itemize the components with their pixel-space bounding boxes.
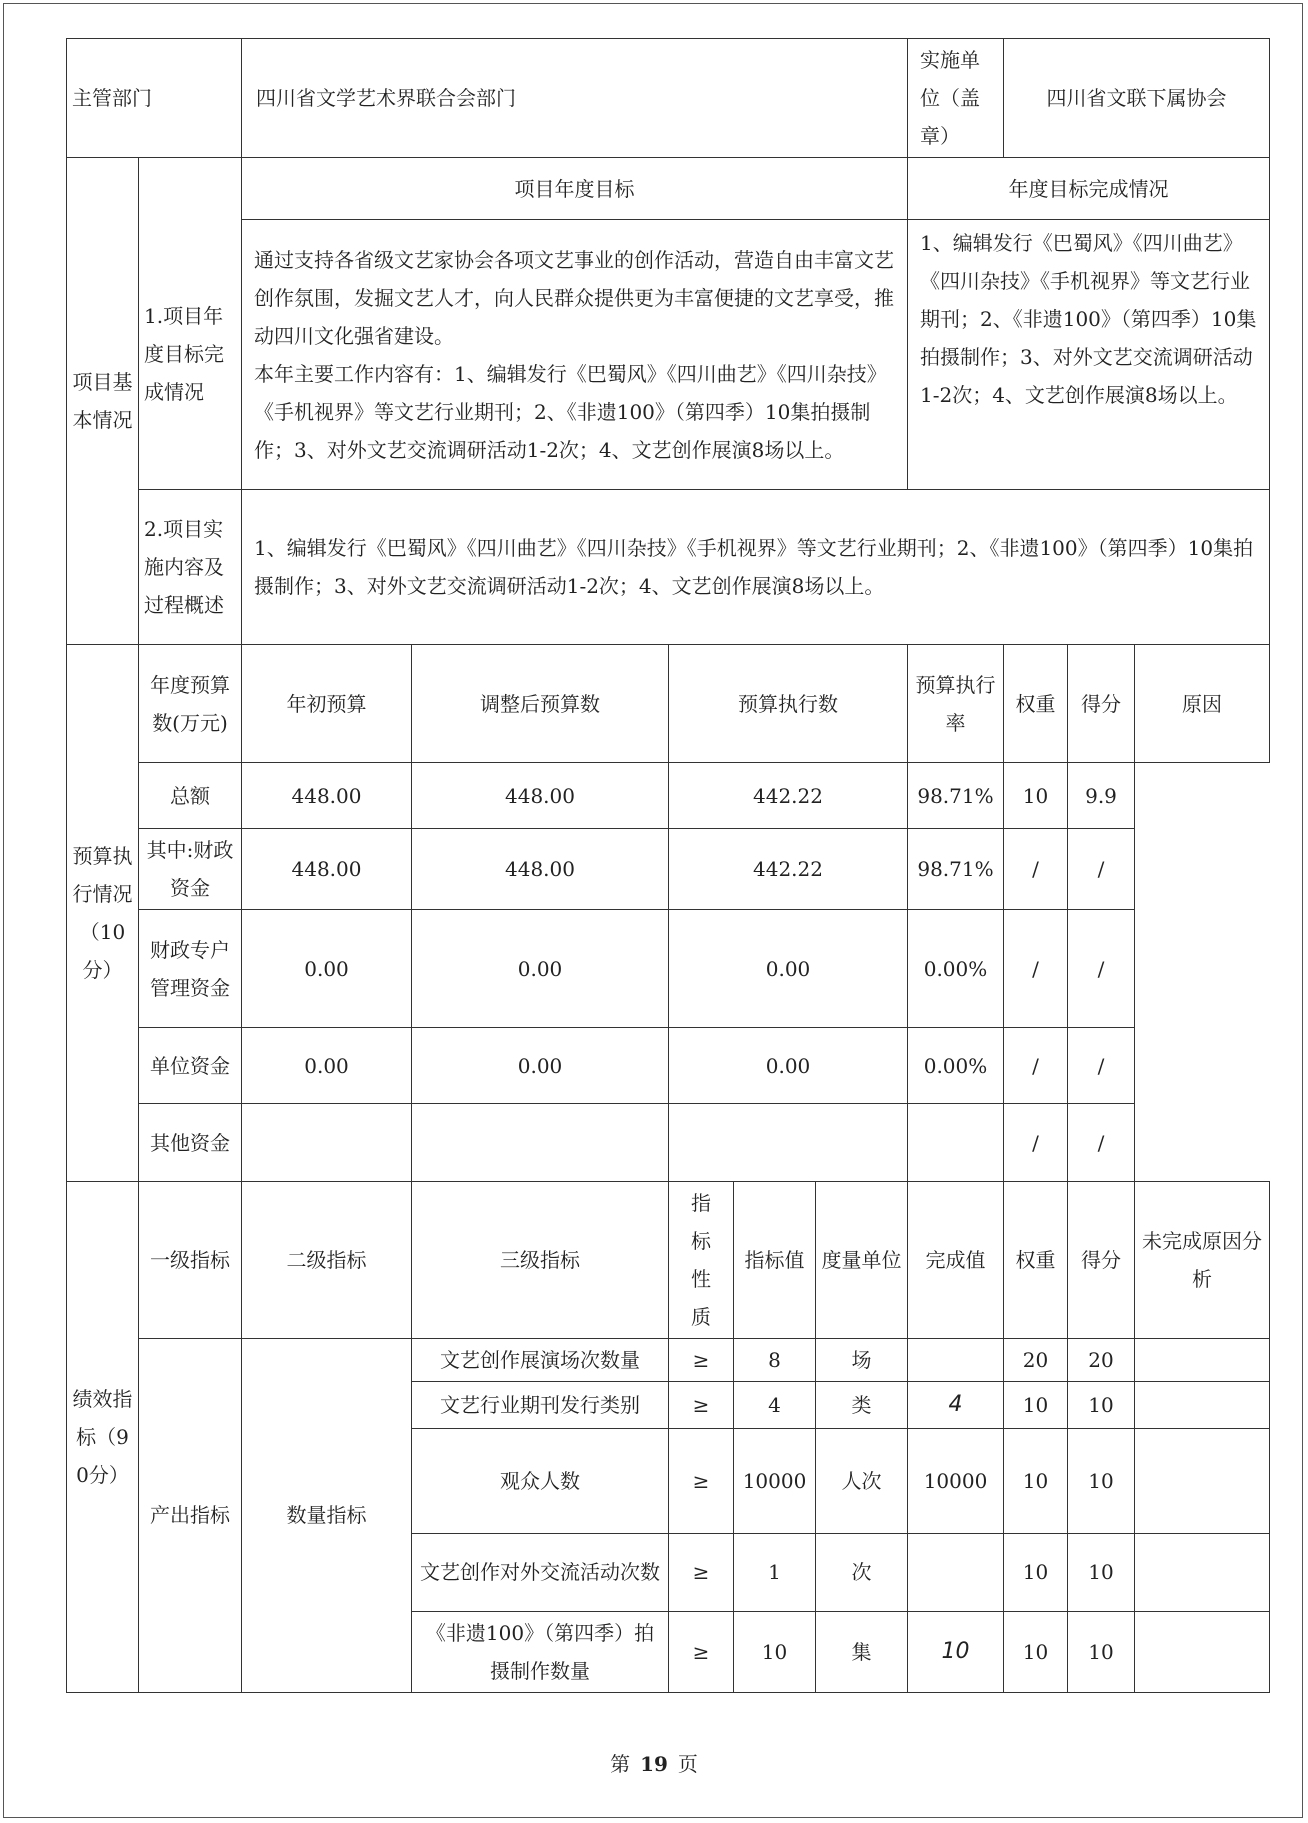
row1-goal-p2: 本年主要工作内容有：1、编辑发行《巴蜀风》《四川曲艺》《四川杂技》《手机视界》等文艺行业期刊；2、《非遗100》（第四季）10集拍摄制作；3、对外文艺交流调研活动1-2次；4、文艺创作展演8场以上。 bbox=[254, 361, 887, 462]
perf-nature: ≥ bbox=[669, 1533, 734, 1611]
budget-rate: 0.00% bbox=[908, 1028, 1004, 1104]
dept-value: 四川省文学艺术界联合会部门 bbox=[242, 39, 908, 158]
budget-header-3: 预算执行数 bbox=[669, 645, 908, 763]
budget-adjusted: 0.00 bbox=[412, 1028, 669, 1104]
perf-unit: 场 bbox=[816, 1339, 908, 1382]
budget-executed: 442.22 bbox=[669, 829, 908, 910]
perf-header-3: 指标性质 bbox=[669, 1182, 734, 1339]
perf-header-0: 一级指标 bbox=[139, 1182, 242, 1339]
budget-executed: 0.00 bbox=[669, 910, 908, 1028]
budget-score: / bbox=[1068, 829, 1135, 910]
perf-nature: ≥ bbox=[669, 1428, 734, 1533]
perf-completed: 4 bbox=[908, 1382, 1004, 1429]
perf-reason bbox=[1135, 1611, 1270, 1692]
basic-row1-label-top bbox=[139, 158, 242, 220]
perf-nature: ≥ bbox=[669, 1382, 734, 1429]
perf-name: 观众人数 bbox=[412, 1428, 669, 1533]
perf-value: 10000 bbox=[734, 1428, 816, 1533]
perf-header-7: 权重 bbox=[1004, 1182, 1068, 1339]
perf-value: 10 bbox=[734, 1611, 816, 1692]
perf-name: 文艺创作展演场次数量 bbox=[412, 1339, 669, 1382]
basic-row1 bbox=[67, 220, 1270, 490]
perf-score: 10 bbox=[1068, 1382, 1135, 1429]
perf-header-9: 未完成原因分析 bbox=[1135, 1182, 1270, 1339]
budget-row bbox=[67, 829, 1270, 910]
row2-label: 2.项目实施内容及过程概述 bbox=[139, 490, 242, 645]
budget-row bbox=[67, 1104, 1270, 1182]
perf-name: 文艺创作对外交流活动次数 bbox=[412, 1533, 669, 1611]
perf-weight: 10 bbox=[1004, 1533, 1068, 1611]
budget-rate: 98.71% bbox=[908, 763, 1004, 829]
budget-weight: / bbox=[1004, 1028, 1068, 1104]
budget-score: / bbox=[1068, 1104, 1135, 1182]
perf-completed: 10 bbox=[908, 1611, 1004, 1692]
completion-col-header: 年度目标完成情况 bbox=[908, 158, 1270, 220]
budget-row-label: 财政专户管理资金 bbox=[139, 910, 242, 1028]
perf-name: 《非遗100》（第四季）拍摄制作数量 bbox=[412, 1611, 669, 1692]
perf-completed bbox=[908, 1533, 1004, 1611]
budget-reason bbox=[1135, 763, 1270, 1182]
row2-content: 1、编辑发行《巴蜀风》《四川曲艺》《四川杂技》《手机视界》等文艺行业期刊；2、《非遗100》（第四季）10集拍摄制作；3、对外文艺交流调研活动1-2次；4、文艺创作展演8场以上。 bbox=[242, 490, 1270, 645]
perf-value: 8 bbox=[734, 1339, 816, 1382]
perf-value: 4 bbox=[734, 1382, 816, 1429]
budget-executed bbox=[669, 1104, 908, 1182]
budget-header-0: 年度预算数(万元) bbox=[139, 645, 242, 763]
perf-nature: ≥ bbox=[669, 1339, 734, 1382]
budget-weight: 10 bbox=[1004, 763, 1068, 829]
budget-header-5: 权重 bbox=[1004, 645, 1068, 763]
perf-reason bbox=[1135, 1428, 1270, 1533]
basic-row2 bbox=[67, 490, 1270, 645]
perf-value: 1 bbox=[734, 1533, 816, 1611]
budget-initial: 448.00 bbox=[242, 829, 412, 910]
perf-header-5: 度量单位 bbox=[816, 1182, 908, 1339]
budget-section-label: 预算执行情况（10分） bbox=[67, 645, 139, 1182]
goal-col-header: 项目年度目标 bbox=[242, 158, 908, 220]
perf-level2: 数量指标 bbox=[242, 1339, 412, 1693]
footer-prefix: 第 bbox=[610, 1752, 631, 1776]
row1-goal bbox=[242, 220, 908, 490]
perf-unit: 集 bbox=[816, 1611, 908, 1692]
budget-rate: 0.00% bbox=[908, 910, 1004, 1028]
perf-score: 10 bbox=[1068, 1428, 1135, 1533]
budget-weight: / bbox=[1004, 910, 1068, 1028]
budget-score: 9.9 bbox=[1068, 763, 1135, 829]
budget-header-6: 得分 bbox=[1068, 645, 1135, 763]
perf-unit: 人次 bbox=[816, 1428, 908, 1533]
unit-value: 四川省文联下属协会 bbox=[1004, 39, 1270, 158]
budget-row-label: 其他资金 bbox=[139, 1104, 242, 1182]
performance-report-table bbox=[66, 38, 1270, 1693]
row1-goal-p1: 通过支持各省级文艺家协会各项文艺事业的创作活动，营造自由丰富文艺创作氛围，发掘文艺人才，向人民群众提供更为丰富便捷的文艺享受，推动四川文化强省建设。 bbox=[254, 247, 894, 348]
perf-header-4: 指标值 bbox=[734, 1182, 816, 1339]
budget-row-label: 总额 bbox=[139, 763, 242, 829]
perf-weight: 10 bbox=[1004, 1382, 1068, 1429]
dept-label: 主管部门 bbox=[67, 39, 242, 158]
budget-initial: 448.00 bbox=[242, 763, 412, 829]
budget-header-7: 原因 bbox=[1135, 645, 1270, 763]
budget-score: / bbox=[1068, 1028, 1135, 1104]
budget-row-label: 其中:财政资金 bbox=[139, 829, 242, 910]
unit-label: 实施单位（盖章） bbox=[908, 39, 1004, 158]
budget-header-4: 预算执行率 bbox=[908, 645, 1004, 763]
page-footer bbox=[0, 1748, 1308, 1777]
perf-weight: 10 bbox=[1004, 1611, 1068, 1692]
perf-score: 10 bbox=[1068, 1533, 1135, 1611]
row1-label: 1.项目年度目标完成情况 bbox=[139, 220, 242, 490]
budget-header-1: 年初预算 bbox=[242, 645, 412, 763]
basic-header-row bbox=[67, 158, 1270, 220]
budget-adjusted bbox=[412, 1104, 669, 1182]
budget-weight: / bbox=[1004, 829, 1068, 910]
budget-adjusted: 448.00 bbox=[412, 829, 669, 910]
budget-weight: / bbox=[1004, 1104, 1068, 1182]
perf-unit: 次 bbox=[816, 1533, 908, 1611]
perf-header-1: 二级指标 bbox=[242, 1182, 412, 1339]
perf-reason bbox=[1135, 1382, 1270, 1429]
budget-executed: 0.00 bbox=[669, 1028, 908, 1104]
perf-section-label: 绩效指标（90分） bbox=[67, 1182, 139, 1693]
perf-header-6: 完成值 bbox=[908, 1182, 1004, 1339]
basic-section-label: 项目基本情况 bbox=[67, 158, 139, 645]
budget-row-label: 单位资金 bbox=[139, 1028, 242, 1104]
perf-header-2: 三级指标 bbox=[412, 1182, 669, 1339]
perf-weight: 10 bbox=[1004, 1428, 1068, 1533]
budget-header-2: 调整后预算数 bbox=[412, 645, 669, 763]
perf-level1: 产出指标 bbox=[139, 1339, 242, 1693]
budget-rate bbox=[908, 1104, 1004, 1182]
budget-executed: 442.22 bbox=[669, 763, 908, 829]
perf-reason bbox=[1135, 1339, 1270, 1382]
perf-unit: 类 bbox=[816, 1382, 908, 1429]
header-row bbox=[67, 39, 1270, 158]
perf-row bbox=[67, 1339, 1270, 1382]
perf-name: 文艺行业期刊发行类别 bbox=[412, 1382, 669, 1429]
budget-adjusted: 448.00 bbox=[412, 763, 669, 829]
budget-header-row bbox=[67, 645, 1270, 763]
perf-score: 10 bbox=[1068, 1611, 1135, 1692]
perf-nature: ≥ bbox=[669, 1611, 734, 1692]
budget-initial bbox=[242, 1104, 412, 1182]
budget-initial: 0.00 bbox=[242, 1028, 412, 1104]
budget-score: / bbox=[1068, 910, 1135, 1028]
perf-header-8: 得分 bbox=[1068, 1182, 1135, 1339]
budget-adjusted: 0.00 bbox=[412, 910, 669, 1028]
row1-completion: 1、编辑发行《巴蜀风》《四川曲艺》《四川杂技》《手机视界》等文艺行业期刊；2、《非遗100》（第四季）10集拍摄制作；3、对外文艺交流调研活动1-2次；4、文艺创作展演8场以上。 bbox=[908, 220, 1270, 490]
perf-completed bbox=[908, 1339, 1004, 1382]
budget-rate: 98.71% bbox=[908, 829, 1004, 910]
page-number: 19 bbox=[640, 1752, 668, 1776]
perf-reason bbox=[1135, 1533, 1270, 1611]
perf-header-row bbox=[67, 1182, 1270, 1339]
perf-completed: 10000 bbox=[908, 1428, 1004, 1533]
perf-weight: 20 bbox=[1004, 1339, 1068, 1382]
budget-row bbox=[67, 763, 1270, 829]
perf-score: 20 bbox=[1068, 1339, 1135, 1382]
budget-row bbox=[67, 1028, 1270, 1104]
budget-row bbox=[67, 910, 1270, 1028]
budget-initial: 0.00 bbox=[242, 910, 412, 1028]
footer-suffix: 页 bbox=[677, 1752, 698, 1776]
